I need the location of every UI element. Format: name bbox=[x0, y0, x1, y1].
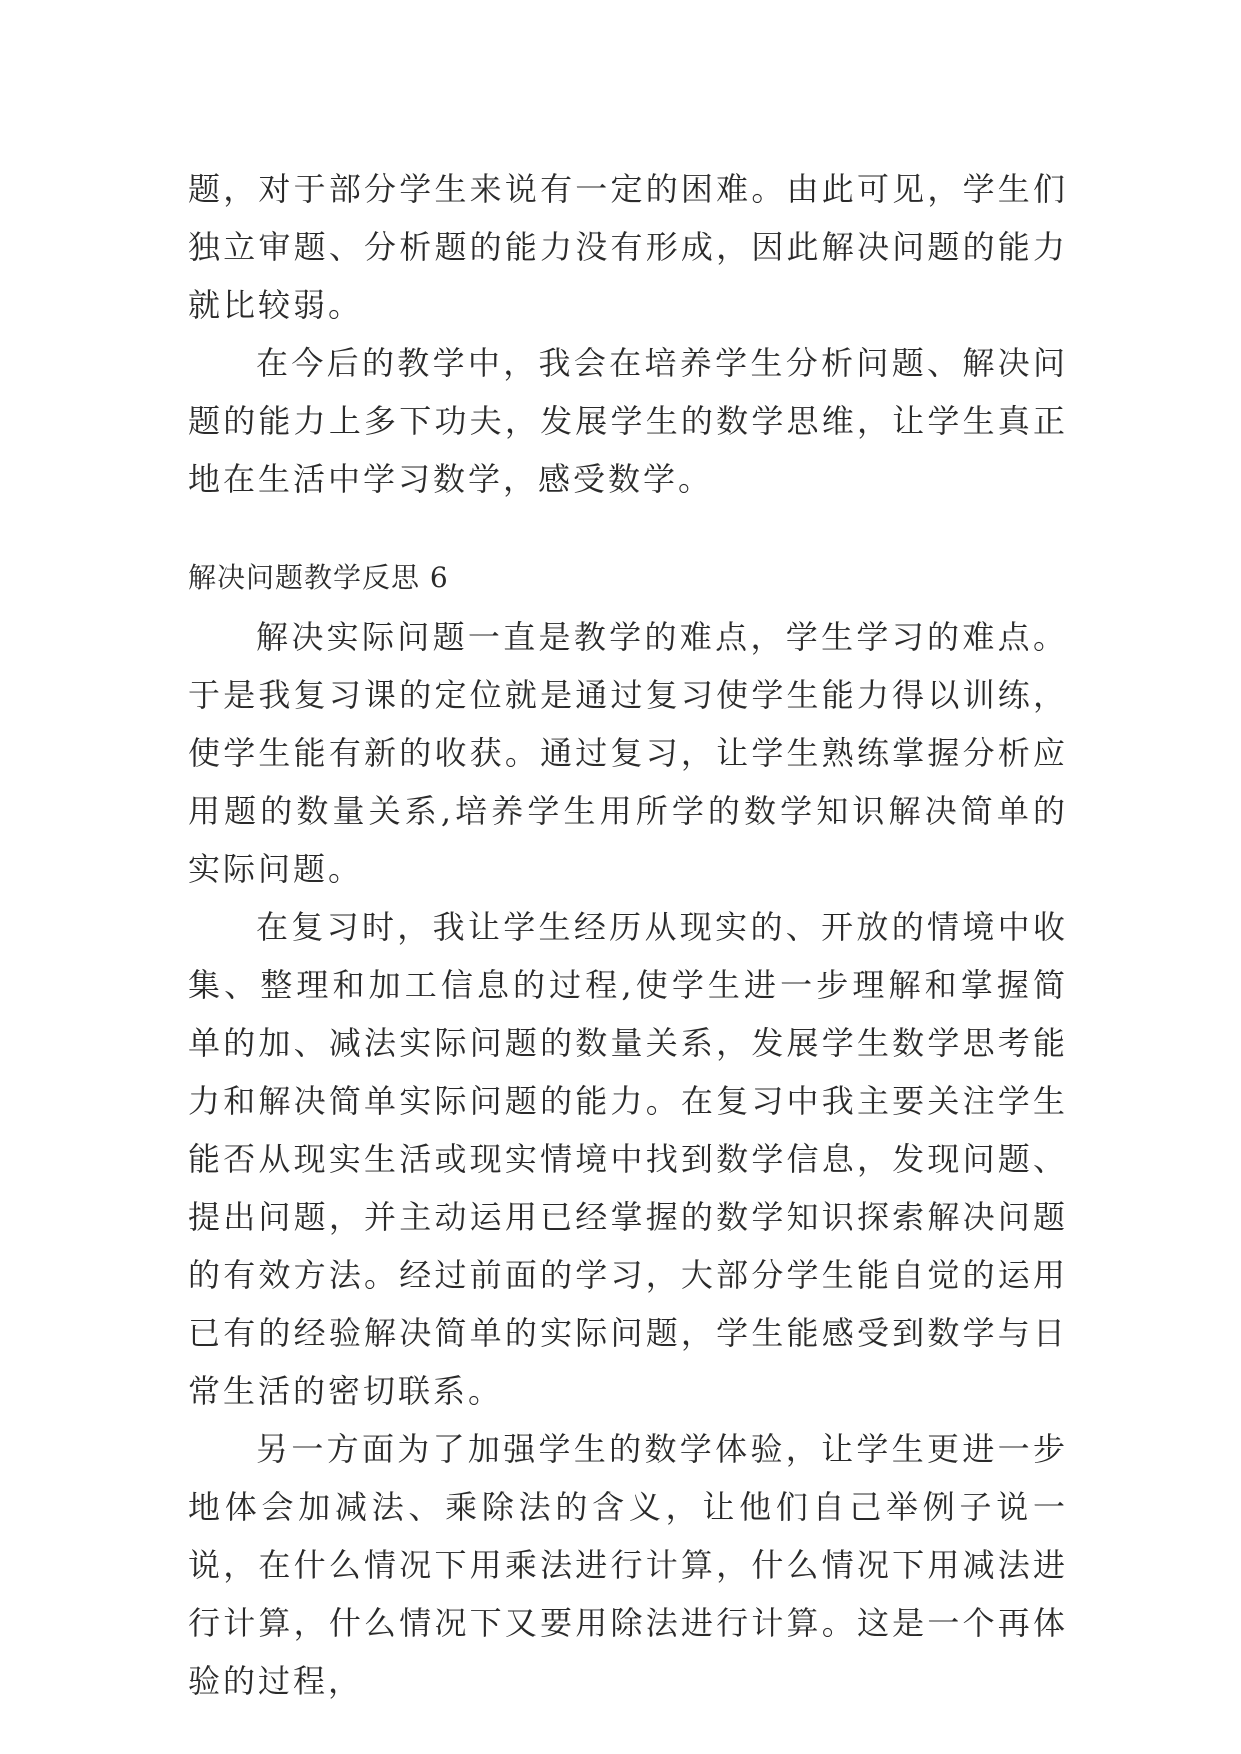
paragraph-review-goal: 解决实际问题一直是教学的难点，学生学习的难点。于是我复习课的定位就是通过复习使学生能力得以训练，使学生能有新的收获。通过复习，让学生熟练掌握分析应用题的数量关系,培养学生用所学的数学知识解决简单的实际问题。 bbox=[188, 618, 1068, 888]
document-body bbox=[188, 160, 1068, 1710]
paragraph-continued: 题，对于部分学生来说有一定的困难。由此可见，学生们独立审题、分析题的能力没有形成，因此解决问题的能力就比较弱。 bbox=[188, 170, 1068, 324]
section-heading: 解决问题教学反思 6 bbox=[188, 561, 449, 594]
paragraph-experience: 另一方面为了加强学生的数学体验，让学生更进一步地体会加减法、乘除法的含义，让他们自己举例子说一说，在什么情况下用乘法进行计算，什么情况下用减法进行计算，什么情况下又要用除法进行计算。这是一个再体验的过程， bbox=[188, 1430, 1068, 1700]
paragraph-review-process: 在复习时，我让学生经历从现实的、开放的情境中收集、整理和加工信息的过程,使学生进一步理解和掌握简单的加、减法实际问题的数量关系，发展学生数学思考能力和解决简单实际问题的能力。在复习中我主要关注学生能否从现实生活或现实情境中找到数学信息，发现问题、提出问题，并主动运用已经掌握的数学知识探索解决问题的有效方法。经过前面的学习，大部分学生能自觉的运用已有的经验解决简单的实际问题，学生能感受到数学与日常生活的密切联系。 bbox=[188, 908, 1068, 1410]
paragraph-future-teaching: 在今后的教学中，我会在培养学生分析问题、解决问题的能力上多下功夫，发展学生的数学思维，让学生真正地在生活中学习数学，感受数学。 bbox=[188, 344, 1068, 498]
